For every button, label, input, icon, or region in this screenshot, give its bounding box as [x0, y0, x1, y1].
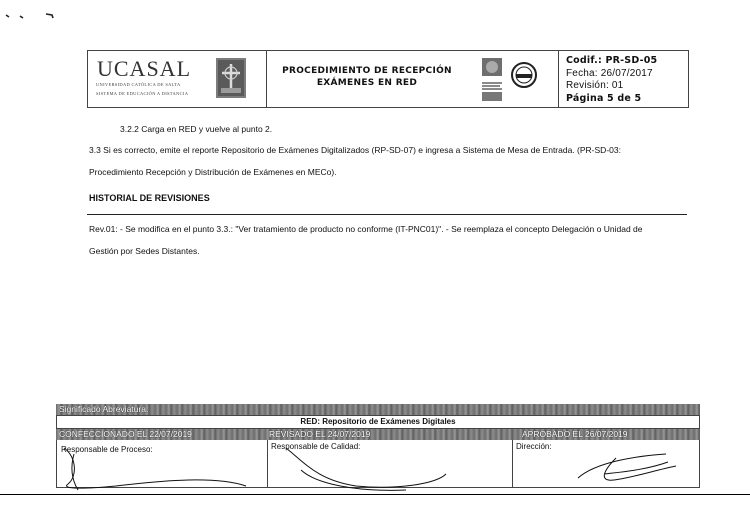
approved-date: APROBADO EL 26/07/2019	[522, 429, 628, 439]
university-crest-icon	[216, 58, 246, 98]
reviewed-date: REVISADO EL 24/07/2019	[269, 429, 371, 439]
document-code: Codif.: PR-SD-05	[566, 55, 658, 66]
logo-wordmark: UCASAL	[97, 56, 192, 81]
scan-marks	[2, 10, 62, 24]
document-date: Fecha: 26/07/2017	[566, 68, 653, 79]
history-divider	[87, 214, 687, 215]
process-responsible-label: Responsable de Proceso:	[61, 445, 153, 454]
certification-cell	[473, 51, 558, 107]
direction-label: Dirección:	[516, 442, 552, 451]
logo-subtitle-university: UNIVERSIDAD CATÓLICA DE SALTA	[96, 82, 181, 87]
item-3-3-line-2: Procedimiento Recepción y Distribución de Exámenes en MECo).	[89, 167, 337, 177]
abbreviation-definition-row	[56, 415, 700, 429]
quality-responsible-label: Responsable de Calidad:	[271, 442, 361, 451]
document-revision: Revisión: 01	[566, 80, 624, 91]
document-header	[87, 50, 689, 108]
logo-cell	[88, 51, 267, 107]
metadata-cell	[558, 51, 688, 107]
revision-01-line-2: Gestión por Sedes Distantes.	[89, 246, 200, 256]
logo-subtitle-system: SISTEMA DE EDUCACIÓN A DISTANCIA	[96, 91, 189, 96]
page-bottom-rule	[0, 494, 750, 495]
document-title-line-1: PROCEDIMIENTO DE RECEPCIÓN	[282, 66, 452, 76]
made-date: CONFECCIONADO EL 22/07/2019	[59, 429, 192, 439]
history-title: HISTORIAL DE REVISIONES	[89, 193, 210, 203]
item-3-2-2: 3.2.2 Carga en RED y vuelve al punto 2.	[120, 124, 273, 134]
document-title	[272, 65, 462, 89]
document-title-line-2: EXÁMENES EN RED	[316, 78, 418, 88]
certification-seal-icon	[480, 55, 554, 103]
handwritten-signatures	[56, 440, 700, 492]
red-definition: RED: Repositorio de Exámenes Digitales	[300, 417, 456, 426]
revision-01-line-1: Rev.01: - Se modifica en el punto 3.3.: "Ver tratamiento de producto no conforme (IT-PNC01)". - Se reemplaza el concepto Delegación o Unidad de	[89, 224, 643, 234]
page-number: Página 5 de 5	[566, 93, 642, 104]
abbreviation-label: Significado Abreviatura:	[59, 404, 149, 414]
approval-table	[56, 404, 700, 488]
approval-dates-band	[56, 429, 700, 440]
abbreviation-band	[56, 404, 700, 415]
item-3-3-line-1: 3.3 Si es correcto, emite el reporte Repositorio de Exámenes Digitalizados (RP-SD-07) e ingresa a Sistema de Mesa de Entrada. (PR-SD-03:	[89, 145, 621, 155]
